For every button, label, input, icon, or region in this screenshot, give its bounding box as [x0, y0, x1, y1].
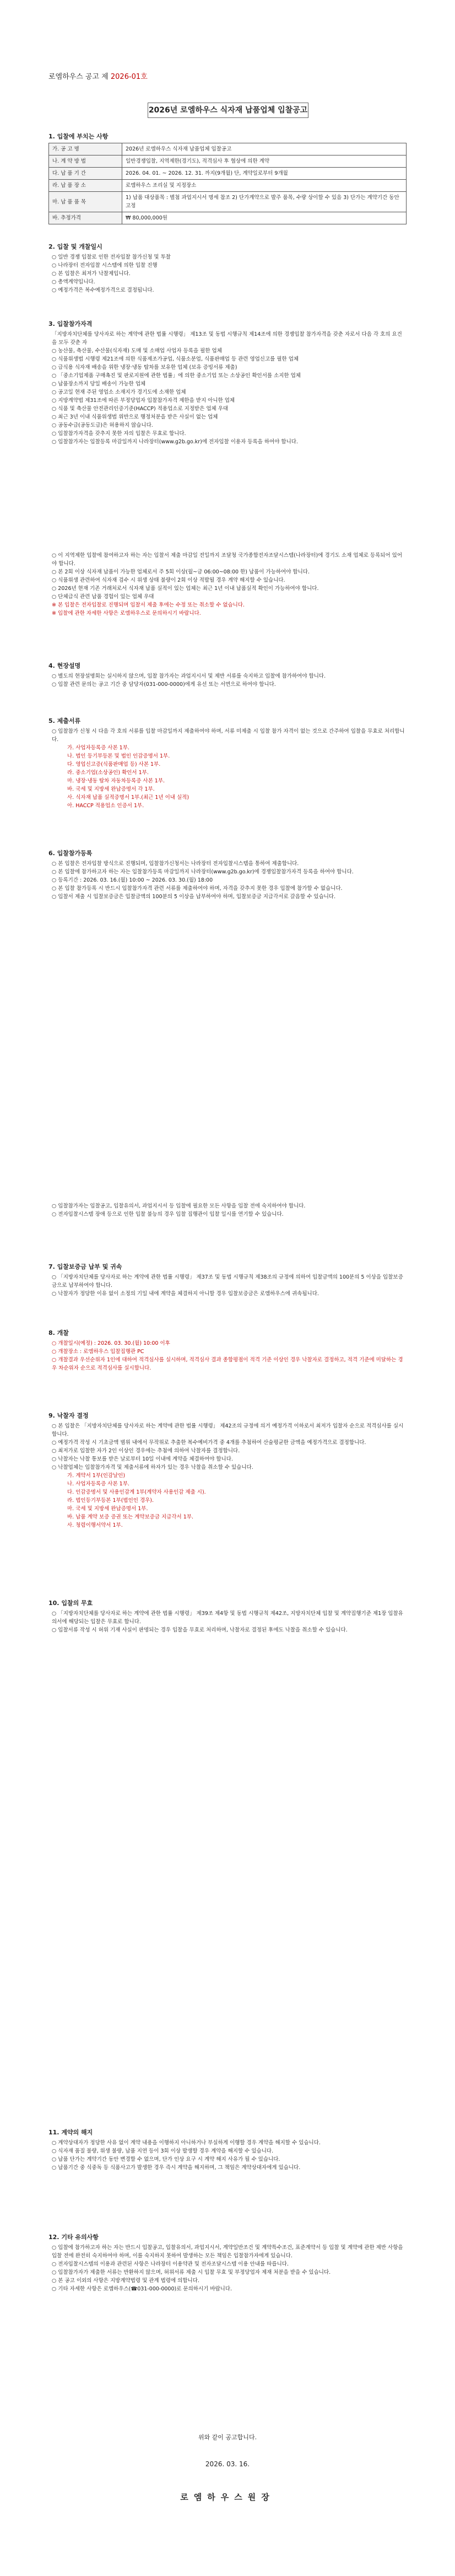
list-item: ○ 이 지역제한 입찰에 참여하고자 하는 자는 입찰서 제출 마감일 전일까지 조달청 국가종합전자조달시스템(나라장터)에 경기도 소재 업체로 등록되어 있어야 합니다.	[52, 552, 403, 567]
bid-schedule-list	[48, 253, 407, 294]
list-item: ○ 급식용 식자재 배송을 위한 냉장·냉동 탑차를 보유한 업체 (보유 증빙서류 제출)	[52, 364, 237, 371]
list-item: ○ 예정가격은 복수예정가격으로 결정됩니다.	[52, 287, 154, 293]
overview-key: 가. 공 고 명	[49, 143, 122, 155]
list-item: ○ 식품 및 축산물 안전관리인증기준(HACCP) 적용업소로 지정받은 업체 우대	[52, 406, 229, 412]
page-title: 2026년 로엠하우스 식자재 납품업체 입찰공고	[148, 103, 308, 118]
section-title: 3. 입찰참가자격	[48, 320, 93, 328]
section-invalid-bid	[48, 1599, 407, 1634]
list-item: ○ 본 2회 이상 식자재 납품이 가능한 업체로서 주 5회 이상(월~금 06:00~08:00 한) 납품이 가능하여야 합니다.	[52, 569, 310, 575]
notes-list	[48, 2244, 407, 2293]
list-item: 가. 사업자등록증 사본 1부.	[67, 745, 129, 751]
list-item: 라. 법인등기부등본 1부(법인인 경우).	[67, 1498, 154, 1504]
overview-row	[49, 143, 407, 155]
list-item: ○ 납품장소까지 당일 배송이 가능한 업체	[52, 381, 146, 387]
termination-list	[48, 2139, 407, 2172]
section-title: 1. 입찰에 부치는 사항	[48, 133, 109, 140]
list-item: ○ 전자입찰시스템 장애 등으로 인한 입찰 불능의 경우 입찰 집행관이 입찰 일시를 연기할 수 있습니다.	[52, 1211, 284, 1217]
list-item: ○ 본 입찰은 최저가 낙찰제입니다.	[52, 271, 131, 277]
closing-text: 위와 같이 공고합니다.	[198, 2434, 257, 2441]
section-deposit	[48, 1263, 407, 1298]
list-item: ○ 식자재 품질 불량, 위생 불량, 납품 지연 등이 3회 이상 발생할 경우 계약을 해지할 수 있습니다.	[52, 2148, 274, 2154]
list-item: 바. 국세 및 지방세 완납증명서 각 1부.	[67, 786, 155, 792]
list-item: ○ 입찰참가자는 입찰공고, 입찰유의서, 과업지시서 등 입찰에 필요한 모든 사항을 입찰 전에 숙지하여야 합니다.	[52, 1203, 306, 1209]
section-opening	[48, 1329, 407, 1372]
section-qualification-extra	[48, 551, 407, 618]
list-item: ○ 공동수급(공동도급)은 허용하지 않습니다.	[52, 422, 153, 428]
list-item: ○ 별도의 현장설명회는 실시하지 않으며, 입찰 참가자는 과업지시서 및 제반 서류를 숙지하고 입찰에 참가하여야 합니다.	[52, 673, 326, 679]
section-title: 7. 입찰보증금 납부 및 귀속	[48, 1263, 122, 1270]
award-documents-list	[64, 1472, 407, 1530]
list-item: ○ 입찰서 제출 시 입찰보증금은 입찰금액의 100분의 5 이상을 납부하여야 하며, 입찰보증금 지급각서로 갈음할 수 있습니다.	[52, 894, 336, 900]
list-item: 라. 중소기업(소상공인) 확인서 1부.	[67, 770, 149, 776]
overview-key: 라. 납 품 장 소	[49, 180, 122, 192]
list-item: ○ 본 입찰에 참가하고자 하는 자는 입찰참가등록 마감일까지 나라장터(www.g2b.go.kr)에 경쟁입찰참가자격 등록을 하여야 합니다.	[52, 869, 354, 875]
section-title: 8. 개찰	[48, 1329, 69, 1337]
overview-key: 다. 납 품 기 간	[49, 168, 122, 180]
overview-key: 바. 추정가격	[49, 212, 122, 224]
registration-list	[48, 860, 407, 901]
list-item: ○ 일반 경쟁 입찰로 인한 전자입찰 참가신청 및 투찰	[52, 254, 171, 260]
list-item: ○ 납품 단가는 계약기간 동안 변경할 수 없으며, 단가 인상 요구 시 계약 해지 사유가 될 수 있습니다.	[52, 2156, 280, 2162]
signature: 로엠하우스원장	[180, 2492, 275, 2502]
section-notes	[48, 2233, 407, 2293]
section-title: 11. 계약의 해지	[48, 2129, 93, 2136]
award-list	[48, 1422, 407, 1472]
overview-row	[49, 168, 407, 180]
section-title: 2. 입찰 및 개찰일시	[48, 243, 102, 250]
registration-extra-list	[48, 1202, 407, 1219]
list-item: 나. 법인 등기부등본 및 법인 인감증명서 1부.	[67, 753, 170, 759]
qualification-list	[48, 347, 407, 446]
notice-prefix: 로엠하우스 공고 제	[48, 73, 109, 81]
list-item: ○ 「지방자치단체를 당사자로 하는 계약에 관한 법률 시행령」 제39조 제4항 및 동법 시행규칙 제42조, 지방자치단체 입찰 및 계약집행기준 제1장 입찰유의서에 해당되는 입찰은 무효로 합니다.	[52, 1611, 403, 1625]
list-item: ○ 나라장터 전자입찰 시스템에 의한 입찰 진행	[52, 262, 158, 269]
overview-value: 일반경쟁입찰, 지역제한(경기도), 적격심사 후 협상에 의한 계약	[122, 155, 407, 168]
overview-row	[49, 155, 407, 168]
section-title: 4. 현장설명	[48, 662, 81, 669]
list-item: ○ 최근 3년 이내 식품위생법 위반으로 행정처분을 받은 사실이 없는 업체	[52, 414, 218, 420]
list-item: 바. 납품 계약 보증 증권 또는 계약보증금 지급각서 1부.	[67, 1514, 193, 1520]
list-item: ○ 입찰에 참가하고자 하는 자는 반드시 입찰공고, 입찰유의서, 과업지시서, 계약일반조건 및 계약특수조건, 표준계약서 등 입찰 및 계약에 관한 제반 사항을 입찰 전에 완전히 숙지하여야 하며, 이를 숙지하지 못하여 발생하는 모든 책임은 입찰참가자에게 있습니다.	[52, 2245, 403, 2259]
qualification-notes	[48, 601, 407, 618]
list-item: ○ 「지방자치단체를 당사자로 하는 계약에 관한 법률 시행령」 제37조 및 동법 시행규칙 제38조의 규정에 의하여 입찰금액의 100분의 5 이상을 입찰보증금으로 납부하여야 합니다.	[52, 1274, 403, 1289]
list-item: ○ 식품위생법 시행령 제21조에 의한 식품제조가공업, 식품소분업, 식품판매업 등 관련 영업신고를 필한 업체	[52, 356, 299, 362]
overview-value: 로엠하우스 조리실 및 지정장소	[122, 180, 407, 192]
list-item: ○ 총액계약입니다.	[52, 279, 95, 285]
list-item: ○ 단체급식 관련 납품 경험이 있는 업체 우대	[52, 594, 154, 600]
documents-intro: ○ 입찰참가 신청 시 다음 각 호의 서류를 입찰 마감일까지 제출하여야 하며, 서류 미제출 시 입찰 참가 자격이 없는 것으로 간주하여 입찰을 무효로 처리합니다.	[52, 728, 405, 743]
site-briefing-list	[48, 672, 407, 689]
overview-row	[49, 212, 407, 224]
list-item: ○ 본 공고 이외의 사항은 지방계약법령 및 관계 법령에 의합니다.	[52, 2278, 199, 2284]
list-item: ○ 입찰서류 작성 시 허위 기재 사실이 판명되는 경우 입찰을 무효로 처리하며, 낙찰자로 결정된 후에도 낙찰을 취소할 수 있습니다.	[52, 1627, 348, 1633]
list-item: ○ 기타 자세한 사항은 로엠하우스(☎031-000-0000)로 문의하시기 바랍니다.	[52, 2286, 232, 2292]
list-item: ○ 「중소기업제품 구매촉진 및 판로지원에 관한 법률」에 의한 중소기업 또는 소상공인 확인서를 소지한 업체	[52, 373, 301, 379]
list-item: ○ 계약상대자가 정당한 사유 없이 계약 내용을 이행하지 아니하거나 부실하게 이행할 경우 계약을 해지할 수 있습니다.	[52, 2140, 321, 2146]
list-item: ○ 식품위생 관련하여 식자재 검수 시 위생 상태 불량이 2회 이상 적발될 경우 계약 해지할 수 있습니다.	[52, 577, 285, 583]
overview-value: 1) 납품 대상품목 : 별첨 과업지시서 명세 참조 2) 단가계약으로 발주 품목, 수량 상이할 수 있음 3) 단가는 계약기간 동안 고정	[122, 192, 407, 212]
list-item: ○ 2026년 현재 기존 거래처로서 식자재 납품 실적이 있는 업체는 최근 1년 이내 납품실적 확인이 가능하여야 합니다.	[52, 586, 319, 592]
list-item: ○ 예정가격 작성 시 기초금액 범위 내에서 무작위로 추출한 복수예비가격 중 4개를 추첨하여 산술평균한 금액을 예정가격으로 결정합니다.	[52, 1440, 366, 1446]
section-documents	[48, 717, 407, 810]
overview-row	[49, 180, 407, 192]
overview-row	[49, 192, 407, 212]
list-item: ○ 등록기간 : 2026. 03. 16.(월) 10:00 ~ 2026. 03. 30.(월) 18:00	[52, 877, 213, 883]
list-item: ○ 개찰결과 우선순위자 1인에 대하여 적격심사를 실시하며, 적격심사 결과 종합평점이 적격 기준 이상인 경우 낙찰자로 결정하고, 적격 기준에 미달하는 경우 차순위자 순으로 적격심사를 실시합니다.	[52, 1357, 403, 1371]
section-qualification	[48, 320, 407, 446]
list-item: 마. 국세 및 지방세 완납증명서 1부.	[67, 1506, 148, 1512]
list-item: ○ 개찰일시(예정) : 2026. 03. 30.(월) 10:00 이후	[52, 1340, 170, 1346]
list-item: 다. 영업신고증(식품판매업 등) 사본 1부.	[67, 761, 161, 768]
list-item: ○ 입찰참가자가 제출한 서류는 반환하지 않으며, 허위서류 제출 시 입찰 무효 및 부정당업자 제재 처분을 받을 수 있습니다.	[52, 2269, 331, 2276]
list-item: 다. 인감증명서 및 사용인감계 1부(계약자 사용인감 제출 시).	[67, 1489, 206, 1495]
section-overview	[48, 132, 407, 224]
section-termination	[48, 2128, 407, 2172]
list-item: ※ 본 입찰은 전자입찰로 진행되며 입찰서 제출 후에는 수정 또는 취소할 수 없습니다.	[52, 602, 245, 608]
overview-key: 마. 납 품 품 목	[49, 192, 122, 212]
list-item: ○ 지방계약법 제31조에 따른 부정당업자 입찰참가자격 제한을 받지 아니한 업체	[52, 398, 235, 404]
section-title: 5. 제출서류	[48, 717, 81, 724]
list-item: ○ 입찰참가자격을 갖추지 못한 자의 입찰은 무효로 합니다.	[52, 431, 186, 437]
documents-list	[64, 744, 407, 810]
notice-number	[48, 71, 148, 81]
qualification-extra-list	[48, 551, 407, 601]
list-item: 아. HACCP 적용업소 인증서 1부.	[67, 803, 144, 809]
qualification-intro: 「지방자치단체를 당사자로 하는 계약에 관한 법률 시행령」 제13조 및 동법 시행규칙 제14조에 의한 경쟁입찰 참가자격을 갖춘 자로서 다음 각 호의 요건을 모두 갖춘 자	[52, 331, 402, 346]
list-item: ※ 입찰에 관한 자세한 사항은 로엠하우스로 문의하시기 바랍니다.	[52, 610, 201, 616]
list-item: ○ 본 입찰은 전자입찰 방식으로 진행되며, 입찰참가신청서는 나라장터 전자입찰시스템을 통하여 제출합니다.	[52, 861, 299, 867]
list-item: ○ 본 입찰 참가등록 시 반드시 입찰참가자격 관련 서류를 제출하여야 하며, 자격을 갖추지 못한 경우 입찰에 참가할 수 없습니다.	[52, 886, 343, 892]
section-award	[48, 1412, 407, 1530]
list-item: ○ 입찰참가자는 입찰등록 마감일까지 나라장터(www.g2b.go.kr)에 전자입찰 이용자 등록을 하여야 합니다.	[52, 439, 298, 445]
list-item: ○ 최저가로 입찰한 자가 2인 이상인 경우에는 추첨에 의하여 낙찰자를 결정합니다.	[52, 1448, 240, 1454]
list-item: ○ 낙찰업체는 입찰참가자격 및 제출서류에 하자가 있는 경우 낙찰을 취소할 수 있습니다.	[52, 1464, 253, 1471]
invalid-bid-list	[48, 1609, 407, 1634]
list-item: 가. 계약서 1부(인감날인)	[67, 1473, 126, 1479]
list-item: ○ 납품기간 중 식중독 등 식품사고가 발생한 경우 즉시 계약을 해지하며, 그 책임은 계약상대자에게 있습니다.	[52, 2165, 301, 2171]
overview-table	[48, 143, 407, 224]
overview-value: 2026년 로엠하우스 식자재 납품업체 입찰공고	[122, 143, 407, 155]
section-registration-extra	[48, 1202, 407, 1219]
section-site-briefing	[48, 662, 407, 689]
deposit-list	[48, 1273, 407, 1298]
list-item: 마. 냉장·냉동 탑차 자동차등록증 사본 1부.	[67, 778, 165, 784]
section-title: 10. 입찰의 무효	[48, 1600, 93, 1607]
list-item: ○ 본 입찰은 「지방자치단체를 당사자로 하는 계약에 관한 법률 시행령」 제42조의 규정에 의거 예정가격 이하로서 최저가 입찰자 순으로 적격심사를 실시합니다.	[52, 1423, 404, 1437]
section-title: 6. 입찰참가등록	[48, 850, 93, 857]
overview-value: 2026. 04. 01. ~ 2026. 12. 31. 까지(9개월) 단, 계약일로부터 9개월	[122, 168, 407, 180]
overview-key: 나. 계 약 방 법	[49, 155, 122, 168]
list-item: ○ 낙찰자는 낙찰 통보를 받은 날로부터 10일 이내에 계약을 체결하여야 합니다.	[52, 1456, 233, 1462]
section-registration	[48, 849, 407, 901]
list-item: ○ 낙찰자가 정당한 이유 없이 소정의 기일 내에 계약을 체결하지 아니할 경우 입찰보증금은 로엠하우스에 귀속됩니다.	[52, 1291, 319, 1297]
list-item: ○ 농산물, 축산물, 수산물(식자재) 도매 및 소매업 사업자 등록을 필한 업체	[52, 348, 222, 354]
section-title: 9. 낙찰자 결정	[48, 1412, 89, 1419]
list-item: 사. 청렴이행서약서 1부.	[67, 1522, 123, 1528]
list-item: 나. 사업자등록증 사본 1부.	[67, 1481, 129, 1487]
section-title: 12. 기타 유의사항	[48, 2234, 99, 2241]
list-item: ○ 공고일 현재 주된 영업소 소재지가 경기도에 소재한 업체	[52, 389, 186, 395]
opening-list	[48, 1339, 407, 1372]
list-item: ○ 입찰 관련 문의는 공고 기간 중 담당자(031-000-0000)에게 유선 또는 서면으로 하여야 합니다.	[52, 681, 276, 688]
notice-number-value: 2026-01호	[110, 73, 148, 81]
overview-value: ₩ 80,000,000원	[122, 212, 407, 224]
list-item: ○ 개찰장소 : 로엠하우스 입찰집행관 PC	[52, 1349, 144, 1355]
list-item: ○ 전자입찰시스템의 이용과 관련된 사항은 나라장터 이용약관 및 전자조달시스템 이용 안내를 따릅니다.	[52, 2261, 289, 2267]
section-bid-schedule	[48, 243, 407, 294]
list-item: 사. 식자재 납품 실적증명서 1부.(최근 1년 이내 실적)	[67, 795, 189, 801]
notice-date: 2026. 03. 16.	[205, 2460, 250, 2468]
